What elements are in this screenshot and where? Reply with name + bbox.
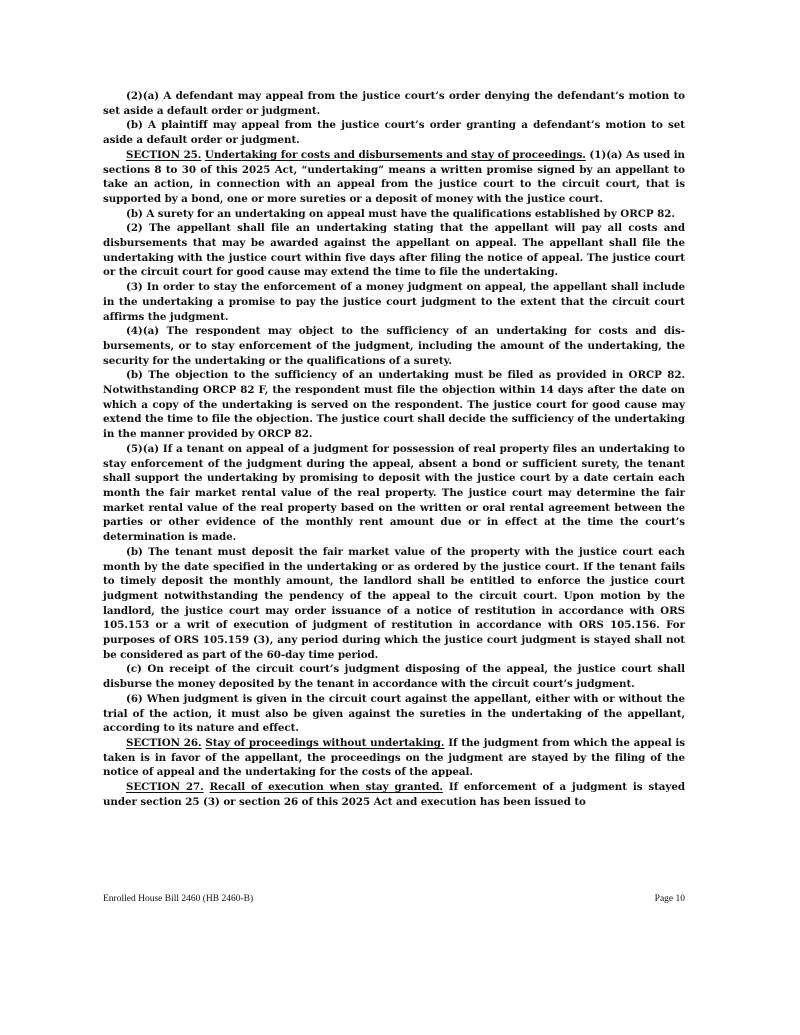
- paragraph: (6) When judgment is given in the circuit court against the appellant, either with or without the trial of the action, it must also be given against the sureties in the undertaking of the appellant, according to its nature and effect.: [103, 692, 685, 735]
- paragraph: (2)(a) A defendant may appeal from the justice court’s order denying the defendant’s motion to set aside a default order or judgment.: [103, 90, 685, 117]
- paragraph: (c) On receipt of the circuit court’s judgment disposing of the appeal, the justice court shall disburse the money deposited by the tenant in accordance with the circuit court’s judgment.: [103, 663, 685, 691]
- paragraph: (b) A plaintiff may appeal from the justice court’s order granting a defendant’s motion to set aside a default order or judgment.: [103, 119, 685, 147]
- paragraph: (2) The appellant shall file an undertaking stating that the appellant will pay all costs and disbursements that may be awarded against the appellant on appeal. The appellant shall file the undertaking with the justice court within five days after filing the notice of appeal. The justice court or the circuit court for good cause may extend the time to file the undertaking.: [103, 222, 685, 279]
- section-heading: Undertaking for costs and disbursements and stay of proceedings.: [204, 148, 586, 161]
- paragraph-text: If the judgment from which the appeal is taken is in favor of the appellant, the proceedings on the judgment are stayed by the filing of the notice of appeal and the undertaking for the costs of the appeal.: [103, 736, 685, 779]
- section-number: SECTION 27.: [126, 781, 204, 794]
- paragraph-section-25: [103, 148, 685, 207]
- section-heading: Recall of execution when stay granted.: [209, 781, 443, 794]
- section-heading: Stay of proceedings without undertaking.: [205, 736, 445, 749]
- paragraph: (4)(a) The respondent may object to the sufficiency of an undertaking for costs and disbursements, or to stay enforcement of the judgment, including the amount of the undertaking, the security for the undertaking or the qualifications of a surety.: [103, 325, 685, 367]
- paragraph: (3) In order to stay the enforcement of a money judgment on appeal, the appellant shall include in the undertaking a promise to pay the justice court judgment to the extent that the circuit court affirms the judgment.: [103, 281, 685, 323]
- paragraph-text: If enforcement of a judgment is stayed under section 25 (3) or section 26 of this 2025 Act and execution has been issued to: [103, 781, 685, 808]
- paragraph: (b) A surety for an undertaking on appeal must have the qualifications established by ORCP 82.: [126, 207, 675, 220]
- document-body: [103, 89, 685, 809]
- paragraph: (b) The tenant must deposit the fair market value of the property with the justice court each month by the date specified in the undertaking or as ordered by the justice court. If the tenant fails to timely deposit the monthly amount, the landlord shall be entitled to enforce the justice court judgment notwithstanding the pendency of the appeal to the circuit court. Upon motion by the landlord, the justice court may order issuance of a notice of restitution in accordance with ORS 105.153 or a writ of execution of judgment of restitution in accordance with ORS 105.156. For purposes of ORS 105.159 (3), any period during which the justice court judgment is stayed shall not be considered as part of the 60-day time period.: [103, 545, 685, 661]
- section-number: SECTION 26.: [126, 736, 202, 749]
- paragraph-text: (1)(a) As used in sections 8 to 30 of this 2025 Act, “undertaking” means a written promise signed by an appellant to take an action, in connection with an appeal from the justice court to the circuit court, that is supported by a bond, one or more sureties or a deposit of money with the justice court.: [103, 148, 685, 205]
- page-footer: [103, 894, 685, 904]
- footer-bill-title: Enrolled House Bill 2460 (HB 2460-B): [103, 894, 254, 904]
- footer-page-number: Page 10: [654, 894, 685, 904]
- paragraph: (b) The objection to the sufficiency of an undertaking must be filed as provided in ORCP 82. Notwithstanding ORCP 82 F, the respondent must file the objection within 14 days after the date on which a copy of the undertaking is served on the respondent. The justice court for good cause may extend the time to file the objection. The justice court shall decide the sufficiency of the undertaking in the manner provided by ORCP 82.: [103, 369, 685, 441]
- section-number: SECTION 25.: [126, 148, 202, 161]
- paragraph-section-27: [103, 780, 685, 809]
- paragraph-section-26: [103, 736, 685, 780]
- paragraph: (5)(a) If a tenant on appeal of a judgment for possession of real property files an undertaking to stay enforcement of the judgment during the appeal, absent a bond or sufficient surety, the tenant shall support the undertaking by promising to deposit with the justice court by a date certain each month the fair market rental value of the real property. The justice court may determine the fair market rental value of the real property based on the written or oral rental agreement between the parties or other evidence of the monthly rent amount due or in effect at the time the court’s determination is made.: [103, 442, 685, 544]
